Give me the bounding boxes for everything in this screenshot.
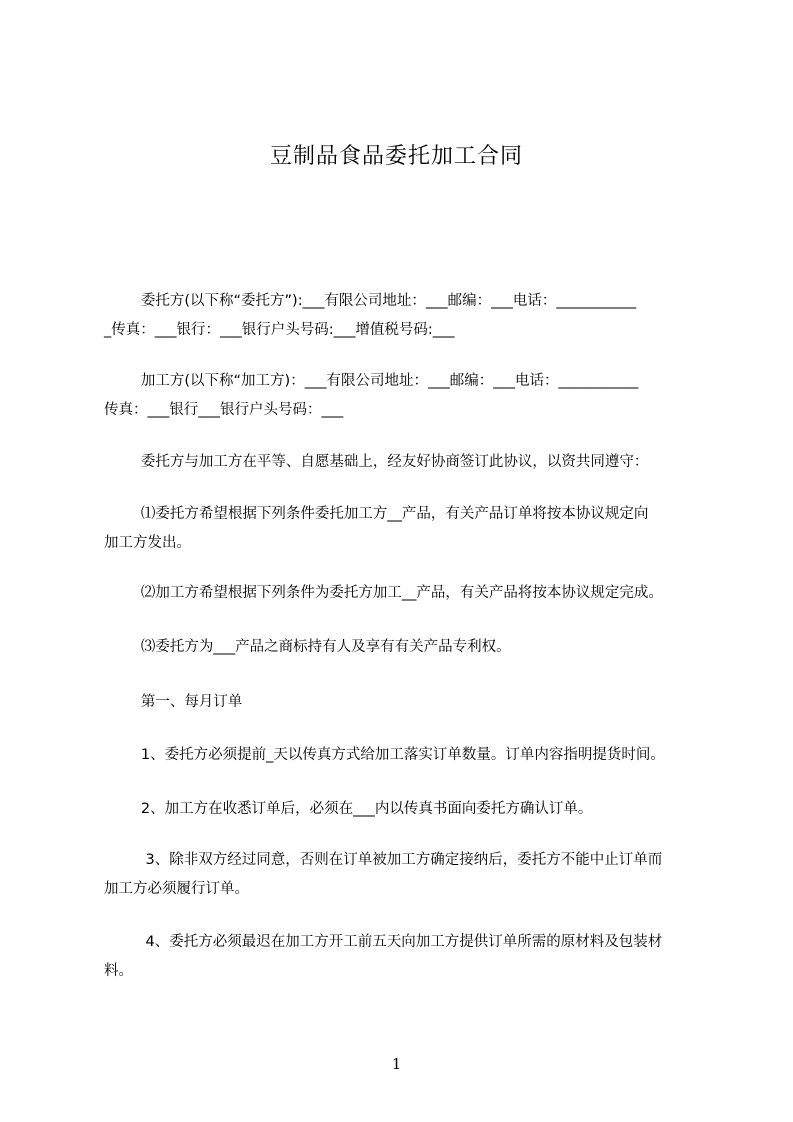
paragraph-order-item-1: 1、委托方必须提前_天以传真方式给加工落实订单数量。订单内容指明提货时间。 [104,747,665,763]
paragraph-client-info: 委托方(以下称“委托方”):___有限公司地址：___邮编：___电话：___________ _传真：___银行：___银行户头号码:___增值税号码:___ [104,293,637,338]
paragraph-order-item-2: 2、加工方在收悉订单后，必须在___内以传真书面向委托方确认订单。 [104,801,593,817]
paragraph-agreement-basis: 委托方与加工方在平等、自愿基础上，经友好协商签订此协议，以资共同遵守： [104,454,649,470]
paragraph-processor-info: 加工方(以下称“加工方)：___有限公司地址：___邮编：___电话：___________ 传真：___银行___银行户头号码：___ [104,373,639,418]
document-title: 豆制品食品委托加工合同 [269,144,523,169]
paragraph-clause-2: ⑵加工方希望根据下列条件为委托方加工__产品，有关产品将按本协议规定完成。 [104,585,663,601]
page-number: 1 [391,1055,402,1073]
paragraph-clause-1: ⑴委托方希望根据下列条件委托加工方__产品，有关产品订单将按本协议规定向 加工方发出。 [104,506,649,551]
paragraph-order-item-3: 3、除非双方经过同意，否则在订单被加工方确定接纳后，委托方不能中止订单而 加工方必须履行订单。 [104,852,663,897]
paragraph-clause-3: ⑶委托方为___产品之商标持有人及享有有关产品专利权。 [104,639,511,655]
paragraph-order-item-4: 4、委托方必须最迟在加工方开工前五天向加工方提供订单所需的原材料及包装材 料。 [104,934,663,979]
section-heading-monthly-orders: 第一、每月订单 [104,694,243,710]
